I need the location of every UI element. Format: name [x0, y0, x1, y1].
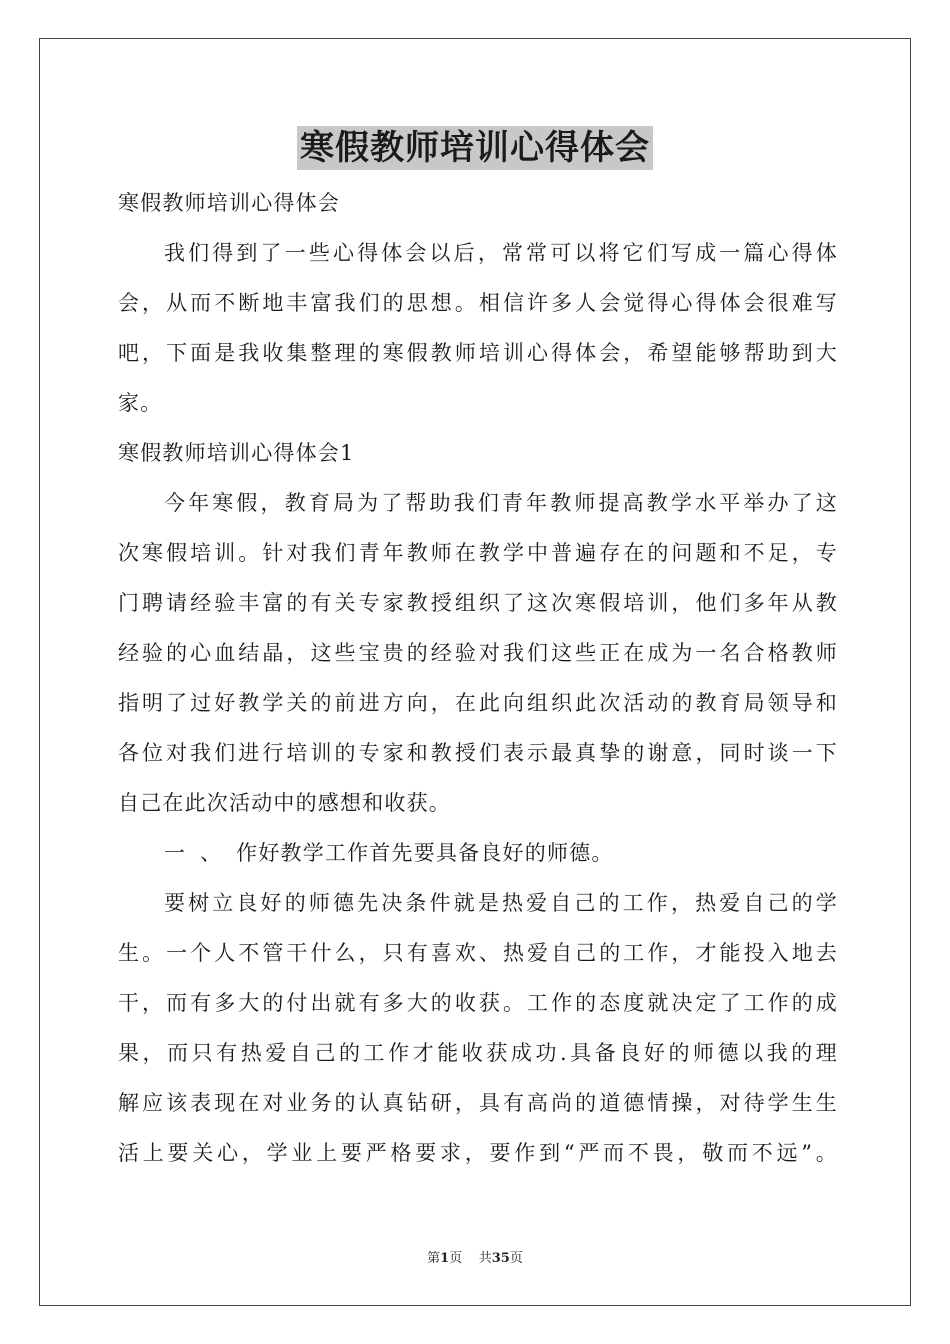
section-heading: 寒假教师培训心得体会1: [118, 441, 355, 465]
point-heading: 一 、 作好教学工作首先要具备良好的师德。: [164, 841, 614, 865]
page-suffix: 页: [449, 1251, 463, 1266]
document-title-container: [0, 126, 950, 170]
para1-line: 各位对我们进行培训的专家和教授们表示最真挚的谢意，同时谈一下: [118, 741, 838, 765]
intro-line: 我们得到了一些心得体会以后，常常可以将它们写成一篇心得体: [164, 241, 838, 265]
page-prefix: 第: [427, 1251, 441, 1266]
total-suffix: 页: [509, 1251, 523, 1266]
page-current: 1: [440, 1251, 450, 1266]
para2-line: 干，而有多大的付出就有多大的收获。工作的态度就决定了工作的成: [118, 991, 838, 1015]
para1-line: 门聘请经验丰富的有关专家教授组织了这次寒假培训，他们多年从教: [118, 591, 838, 615]
para2-line: 解应该表现在对业务的认真钻研，具有高尚的道德情操，对待学生生: [118, 1091, 838, 1115]
page-total: 35: [491, 1251, 510, 1266]
para2-line: 果，而只有热爱自己的工作才能收获成功.具备良好的师德以我的理: [118, 1041, 838, 1065]
para1-line: 自己在此次活动中的感想和收获。: [118, 791, 451, 815]
total-prefix: 共: [478, 1251, 492, 1266]
para1-line: 经验的心血结晶，这些宝贵的经验对我们这些正在成为一名合格教师: [118, 641, 838, 665]
subtitle: 寒假教师培训心得体会: [118, 191, 340, 215]
document-title: 寒假教师培训心得体会: [297, 126, 653, 170]
intro-line: 家。: [118, 391, 163, 415]
para2-line: 要树立良好的师德先决条件就是热爱自己的工作，热爱自己的学: [164, 891, 838, 915]
para2-line: 活上要关心，学业上要严格要求，要作到“严而不畏，敬而不远”。: [118, 1141, 838, 1165]
intro-line: 会，从而不断地丰富我们的思想。相信许多人会觉得心得体会很难写: [118, 291, 838, 315]
document-body: [118, 178, 838, 1178]
para1-line: 今年寒假，教育局为了帮助我们青年教师提高教学水平举办了这: [164, 491, 838, 515]
para1-line: 指明了过好教学关的前进方向，在此向组织此次活动的教育局领导和: [118, 691, 838, 715]
para2-line: 生。一个人不管干什么，只有喜欢、热爱自己的工作，才能投入地去: [118, 941, 838, 965]
page-footer: [0, 1247, 950, 1266]
para1-line: 次寒假培训。针对我们青年教师在教学中普遍存在的问题和不足，专: [118, 541, 838, 565]
intro-line: 吧，下面是我收集整理的寒假教师培训心得体会，希望能够帮助到大: [118, 341, 838, 365]
